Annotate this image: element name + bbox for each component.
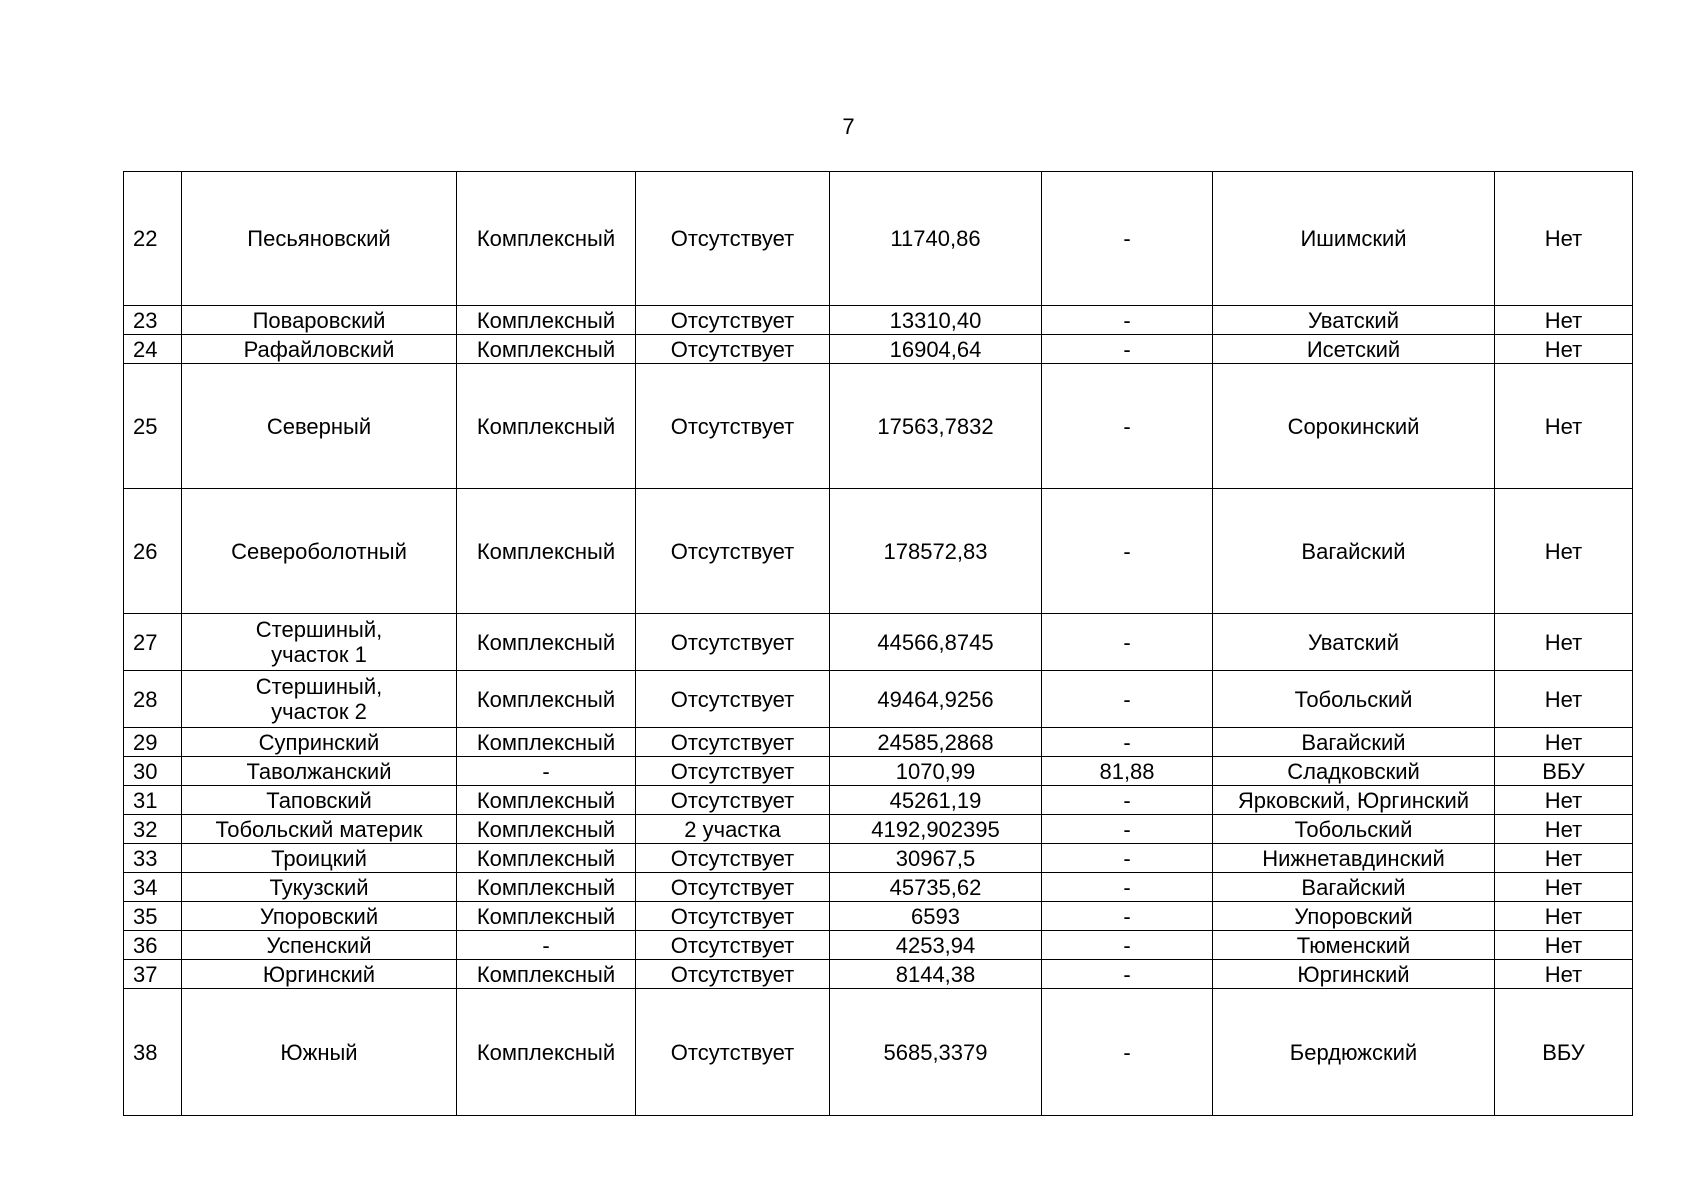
reserve-name-cell: Северный: [182, 364, 457, 489]
extra-area-cell: -: [1042, 489, 1213, 614]
profile-cell: Комплексный: [457, 873, 636, 902]
row-number-cell: 36: [124, 931, 182, 960]
profile-cell: Комплексный: [457, 671, 636, 728]
flag-cell: Нет: [1495, 960, 1633, 989]
area-cell: 24585,2868: [830, 728, 1042, 757]
row-number-cell: 22: [124, 172, 182, 306]
district-cell: Вагайский: [1213, 873, 1495, 902]
district-cell: Вагайский: [1213, 728, 1495, 757]
table-row: [124, 873, 1633, 902]
status-cell: Отсутствует: [636, 989, 830, 1116]
reserve-name-cell: Супринский: [182, 728, 457, 757]
row-number-cell: 32: [124, 815, 182, 844]
reserve-name-cell: Успенский: [182, 931, 457, 960]
area-cell: 17563,7832: [830, 364, 1042, 489]
row-number-cell: 33: [124, 844, 182, 873]
page-number: 7: [842, 114, 855, 139]
status-cell: Отсутствует: [636, 335, 830, 364]
row-number-cell: 24: [124, 335, 182, 364]
row-number-cell: 35: [124, 902, 182, 931]
row-number-cell: 25: [124, 364, 182, 489]
reserves-table: [123, 171, 1633, 1116]
district-cell: Сладковский: [1213, 757, 1495, 786]
flag-cell: Нет: [1495, 902, 1633, 931]
flag-cell: Нет: [1495, 844, 1633, 873]
area-cell: 30967,5: [830, 844, 1042, 873]
extra-area-cell: -: [1042, 172, 1213, 306]
area-cell: 16904,64: [830, 335, 1042, 364]
profile-cell: Комплексный: [457, 335, 636, 364]
district-cell: Тобольский: [1213, 671, 1495, 728]
area-cell: 45735,62: [830, 873, 1042, 902]
table-row: [124, 902, 1633, 931]
extra-area-cell: -: [1042, 902, 1213, 931]
reserve-name-cell: Рафайловский: [182, 335, 457, 364]
table-row: [124, 815, 1633, 844]
row-number-cell: 30: [124, 757, 182, 786]
extra-area-cell: -: [1042, 931, 1213, 960]
table-row: [124, 931, 1633, 960]
status-cell: Отсутствует: [636, 671, 830, 728]
status-cell: Отсутствует: [636, 786, 830, 815]
district-cell: Бердюжский: [1213, 989, 1495, 1116]
status-cell: Отсутствует: [636, 728, 830, 757]
profile-cell: Комплексный: [457, 902, 636, 931]
district-cell: Исетский: [1213, 335, 1495, 364]
extra-area-cell: -: [1042, 873, 1213, 902]
reserve-name-cell: [182, 671, 457, 728]
area-cell: 4253,94: [830, 931, 1042, 960]
area-cell: 49464,9256: [830, 671, 1042, 728]
status-cell: Отсутствует: [636, 489, 830, 614]
row-number-cell: 38: [124, 989, 182, 1116]
district-cell: Уватский: [1213, 306, 1495, 335]
area-cell: 44566,8745: [830, 614, 1042, 671]
reserve-name-cell: Поваровский: [182, 306, 457, 335]
table-row: [124, 671, 1633, 728]
status-cell: Отсутствует: [636, 172, 830, 306]
table-row: [124, 786, 1633, 815]
area-cell: 5685,3379: [830, 989, 1042, 1116]
table-row: [124, 306, 1633, 335]
extra-area-cell: -: [1042, 960, 1213, 989]
reserve-name-cell: Южный: [182, 989, 457, 1116]
area-cell: 13310,40: [830, 306, 1042, 335]
profile-cell: Комплексный: [457, 960, 636, 989]
profile-cell: Комплексный: [457, 728, 636, 757]
extra-area-cell: -: [1042, 306, 1213, 335]
reserve-name-cell: Упоровский: [182, 902, 457, 931]
row-number-cell: 28: [124, 671, 182, 728]
status-cell: Отсутствует: [636, 931, 830, 960]
row-number-cell: 37: [124, 960, 182, 989]
profile-cell: Комплексный: [457, 172, 636, 306]
row-number-cell: 34: [124, 873, 182, 902]
status-cell: Отсутствует: [636, 306, 830, 335]
area-cell: 45261,19: [830, 786, 1042, 815]
row-number-cell: 31: [124, 786, 182, 815]
reserve-name-cell: Песьяновский: [182, 172, 457, 306]
extra-area-cell: -: [1042, 614, 1213, 671]
profile-cell: Комплексный: [457, 786, 636, 815]
reserve-name-line: Стершиный,: [255, 617, 383, 642]
extra-area-cell: -: [1042, 671, 1213, 728]
table-row: [124, 172, 1633, 306]
flag-cell: Нет: [1495, 931, 1633, 960]
extra-area-cell: -: [1042, 786, 1213, 815]
area-cell: 178572,83: [830, 489, 1042, 614]
district-cell: Вагайский: [1213, 489, 1495, 614]
flag-cell: Нет: [1495, 489, 1633, 614]
profile-cell: -: [457, 757, 636, 786]
profile-cell: Комплексный: [457, 489, 636, 614]
reserve-name-line: участок 2: [271, 699, 367, 724]
area-cell: 11740,86: [830, 172, 1042, 306]
flag-cell: Нет: [1495, 614, 1633, 671]
profile-cell: Комплексный: [457, 815, 636, 844]
flag-cell: Нет: [1495, 172, 1633, 306]
flag-cell: Нет: [1495, 306, 1633, 335]
reserve-name-cell: Юргинский: [182, 960, 457, 989]
row-number-cell: 26: [124, 489, 182, 614]
flag-cell: Нет: [1495, 815, 1633, 844]
status-cell: Отсутствует: [636, 902, 830, 931]
reserve-name-line: участок 1: [271, 642, 367, 667]
status-cell: Отсутствует: [636, 757, 830, 786]
district-cell: Ярковский, Юргинский: [1213, 786, 1495, 815]
extra-area-cell: -: [1042, 844, 1213, 873]
area-cell: 6593: [830, 902, 1042, 931]
profile-cell: Комплексный: [457, 989, 636, 1116]
district-cell: Тюменский: [1213, 931, 1495, 960]
profile-cell: Комплексный: [457, 844, 636, 873]
district-cell: Упоровский: [1213, 902, 1495, 931]
status-cell: Отсутствует: [636, 364, 830, 489]
flag-cell: ВБУ: [1495, 989, 1633, 1116]
district-cell: Нижнетавдинский: [1213, 844, 1495, 873]
status-cell: Отсутствует: [636, 960, 830, 989]
extra-area-cell: -: [1042, 989, 1213, 1116]
table-row: [124, 844, 1633, 873]
area-cell: 1070,99: [830, 757, 1042, 786]
flag-cell: Нет: [1495, 671, 1633, 728]
row-number-cell: 29: [124, 728, 182, 757]
reserve-name-cell: Таповский: [182, 786, 457, 815]
district-cell: Ишимский: [1213, 172, 1495, 306]
reserve-name-cell: Североболотный: [182, 489, 457, 614]
table-row: [124, 364, 1633, 489]
extra-area-cell: -: [1042, 815, 1213, 844]
table-row: [124, 757, 1633, 786]
row-number-cell: 27: [124, 614, 182, 671]
status-cell: Отсутствует: [636, 614, 830, 671]
table-row: [124, 335, 1633, 364]
table-row: [124, 489, 1633, 614]
row-number-cell: 23: [124, 306, 182, 335]
extra-area-cell: 81,88: [1042, 757, 1213, 786]
reserve-name-cell: Троицкий: [182, 844, 457, 873]
flag-cell: Нет: [1495, 335, 1633, 364]
district-cell: Юргинский: [1213, 960, 1495, 989]
profile-cell: Комплексный: [457, 614, 636, 671]
extra-area-cell: -: [1042, 728, 1213, 757]
area-cell: 4192,902395: [830, 815, 1042, 844]
flag-cell: Нет: [1495, 364, 1633, 489]
flag-cell: ВБУ: [1495, 757, 1633, 786]
area-cell: 8144,38: [830, 960, 1042, 989]
district-cell: Уватский: [1213, 614, 1495, 671]
table-row: [124, 614, 1633, 671]
table-row: [124, 960, 1633, 989]
reserve-name-cell: [182, 614, 457, 671]
extra-area-cell: -: [1042, 364, 1213, 489]
profile-cell: Комплексный: [457, 364, 636, 489]
flag-cell: Нет: [1495, 728, 1633, 757]
profile-cell: -: [457, 931, 636, 960]
status-cell: Отсутствует: [636, 844, 830, 873]
flag-cell: Нет: [1495, 786, 1633, 815]
table-row: [124, 989, 1633, 1116]
reserve-name-line: Стершиный,: [255, 674, 383, 699]
extra-area-cell: -: [1042, 335, 1213, 364]
reserve-name-cell: Тобольский материк: [182, 815, 457, 844]
status-cell: Отсутствует: [636, 873, 830, 902]
table-row: [124, 728, 1633, 757]
reserve-name-cell: Таволжанский: [182, 757, 457, 786]
district-cell: Сорокинский: [1213, 364, 1495, 489]
profile-cell: Комплексный: [457, 306, 636, 335]
reserve-name-cell: Тукузский: [182, 873, 457, 902]
status-cell: 2 участка: [636, 815, 830, 844]
flag-cell: Нет: [1495, 873, 1633, 902]
district-cell: Тобольский: [1213, 815, 1495, 844]
